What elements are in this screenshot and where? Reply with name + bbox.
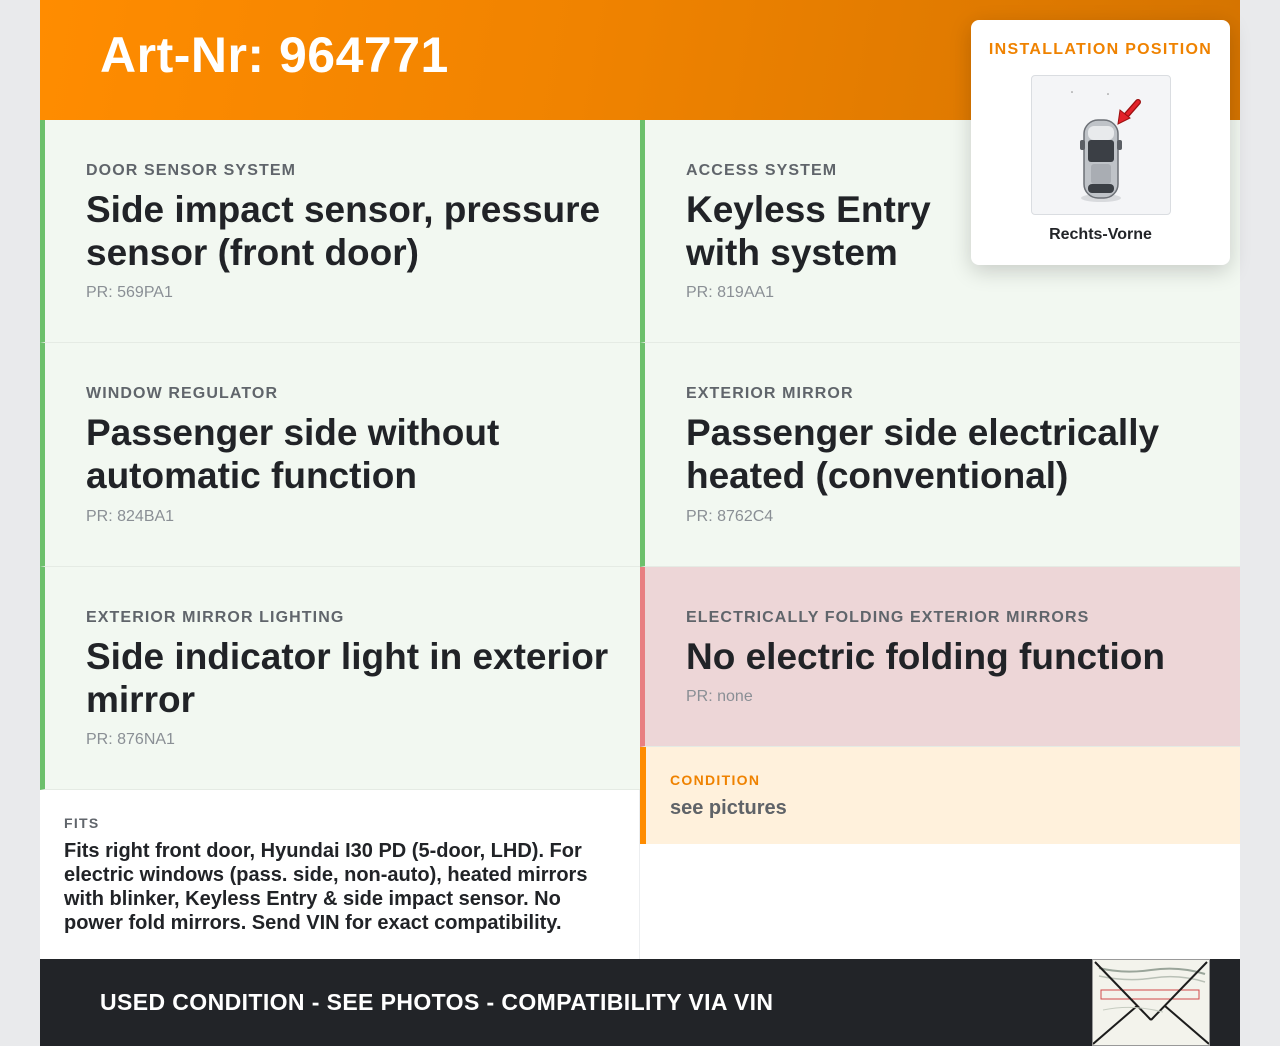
car-top-view-icon <box>1031 75 1171 215</box>
footer-banner <box>40 959 1240 1046</box>
card-title: Side indicator light in exterior mirror <box>86 636 609 720</box>
card-category: WINDOW REGULATOR <box>86 385 279 402</box>
footer-text: USED CONDITION - SEE PHOTOS - COMPATIBILITY VIA VIN <box>100 989 774 1015</box>
card-title: Passenger side without automatic function <box>86 412 500 496</box>
card-pr-code: PR: 824BA1 <box>86 508 175 525</box>
condition-value: see pictures <box>670 797 787 819</box>
envelope-sticker-icon <box>1092 959 1210 1046</box>
card-pr-code: PR: 819AA1 <box>686 284 775 301</box>
card-category: EXTERIOR MIRROR LIGHTING <box>86 609 345 626</box>
card-title: Passenger side electrically heated (conventional) <box>686 412 1160 496</box>
fits-label: FITS <box>64 815 100 831</box>
condition-label: CONDITION <box>670 772 761 788</box>
feature-card-mirror-lighting <box>40 567 640 790</box>
fits-description: Fits right front door, Hyundai I30 PD (5-door, LHD). For electric windows (pass. side, non-auto), heated mirrors with blinker, Keyless Entry & side impact sensor. No power fold mirrors. Send VIN for exact compatibility. <box>64 840 588 934</box>
installation-position-card <box>971 20 1230 265</box>
feature-card-door-sensor <box>40 120 640 343</box>
installation-position-label: INSTALLATION POSITION <box>988 41 1213 58</box>
card-pr-code: PR: none <box>686 688 753 705</box>
article-number-title: Art-Nr: 964771 <box>100 27 449 83</box>
feature-card-folding-mirrors <box>640 567 1240 747</box>
card-pr-code: PR: 876NA1 <box>86 731 175 748</box>
feature-card-window-regulator <box>40 343 640 567</box>
card-pr-code: PR: 8762C4 <box>686 508 774 525</box>
card-title: Keyless Entry with system <box>686 189 931 273</box>
feature-card-exterior-mirror <box>640 343 1240 567</box>
card-category: DOOR SENSOR SYSTEM <box>86 162 297 179</box>
condition-panel <box>640 747 1240 844</box>
installation-position-caption: Rechts-Vorne <box>1049 226 1152 243</box>
card-title: No electric folding function <box>686 636 1165 677</box>
card-category: EXTERIOR MIRROR <box>686 385 854 402</box>
card-title: Side impact sensor, pressure sensor (front door) <box>86 189 601 273</box>
card-pr-code: PR: 569PA1 <box>86 284 173 301</box>
card-category: ACCESS SYSTEM <box>686 162 838 179</box>
fits-panel <box>40 790 640 959</box>
card-category: ELECTRICALLY FOLDING EXTERIOR MIRRORS <box>686 609 1090 626</box>
